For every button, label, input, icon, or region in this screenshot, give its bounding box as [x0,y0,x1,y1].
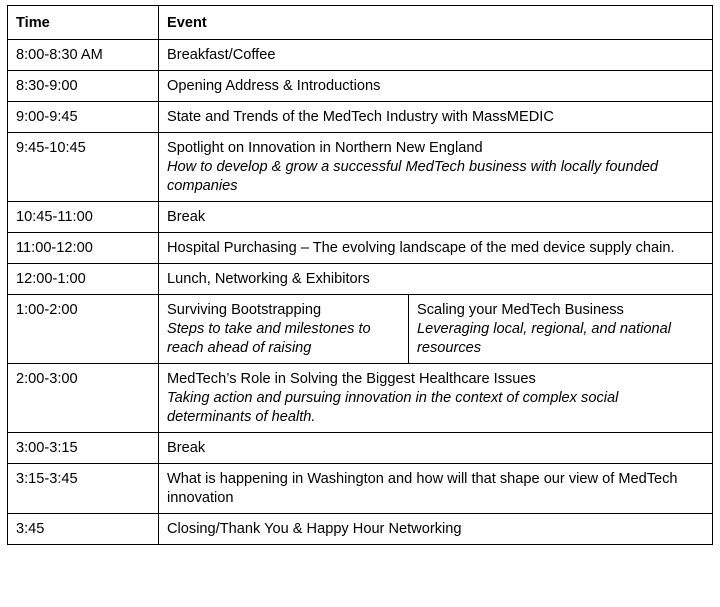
row-event [159,133,713,202]
event-title: Break [167,209,206,225]
table-row [8,133,713,202]
row-time: 9:00-9:45 [8,102,159,133]
table-row [8,514,713,545]
row-event [159,102,713,133]
row-event [159,202,713,233]
event-subtitle: How to develop & grow a successful MedTech business with locally founded companies [167,159,659,194]
row-event-track-2 [409,295,713,364]
event-title: Spotlight on Innovation in Northern New England [167,140,483,156]
row-time: 3:45 [8,514,159,545]
table-row [8,40,713,71]
row-event [159,264,713,295]
row-time: 2:00-3:00 [8,364,159,433]
event-title: Closing/Thank You & Happy Hour Networking [167,521,462,537]
event-title: What is happening in Washington and how will that shape our view of MedTech innovation [167,471,678,506]
table-row [8,364,713,433]
event-title: MedTech’s Role in Solving the Biggest Healthcare Issues [167,371,536,387]
row-time: 11:00-12:00 [8,233,159,264]
row-event [159,233,713,264]
event-title: Breakfast/Coffee [167,47,276,63]
row-time: 3:15-3:45 [8,464,159,514]
table-row [8,464,713,514]
table-row [8,433,713,464]
event-title: State and Trends of the MedTech Industry with MassMEDIC [167,109,554,125]
row-event [159,464,713,514]
table-row [8,202,713,233]
table-header-row [8,6,713,40]
event-subtitle: Leveraging local, regional, and national resources [417,321,671,356]
table-row [8,295,713,364]
event-subtitle: Steps to take and milestones to reach ahead of raising [167,321,371,356]
row-time: 12:00-1:00 [8,264,159,295]
row-time: 1:00-2:00 [8,295,159,364]
event-title: Lunch, Networking & Exhibitors [167,271,370,287]
event-title: Surviving Bootstrapping [167,302,322,318]
event-title: Break [167,440,206,456]
agenda-table [7,5,713,545]
row-time: 8:30-9:00 [8,71,159,102]
row-event [159,364,713,433]
table-row [8,102,713,133]
row-time: 10:45-11:00 [8,202,159,233]
row-event [159,514,713,545]
event-column-header: Event [159,6,713,40]
table-row [8,264,713,295]
time-column-header: Time [8,6,159,40]
row-event [159,433,713,464]
event-subtitle: Taking action and pursuing innovation in the context of complex social determinants of health. [167,390,619,425]
row-time: 9:45-10:45 [8,133,159,202]
event-title: Opening Address & Introductions [167,78,381,94]
table-row [8,71,713,102]
row-time: 3:00-3:15 [8,433,159,464]
row-time: 8:00-8:30 AM [8,40,159,71]
event-title: Hospital Purchasing – The evolving landscape of the med device supply chain. [167,240,675,256]
row-event [159,40,713,71]
row-event [159,71,713,102]
row-event-track-1 [159,295,409,364]
table-row [8,233,713,264]
event-title: Scaling your MedTech Business [417,302,624,318]
